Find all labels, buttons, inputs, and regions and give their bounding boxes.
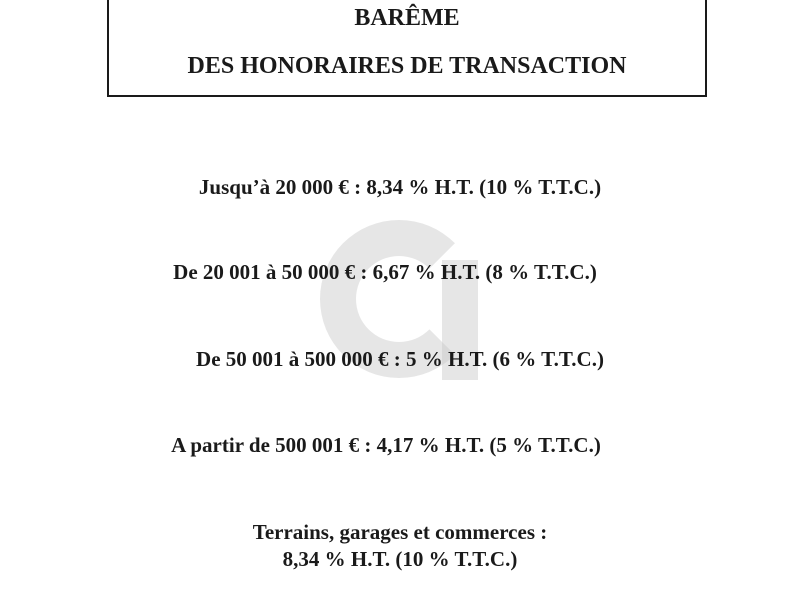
- fee-tier-4: A partir de 500 001 € : 4,17 % H.T. (5 % T.T.C.): [171, 433, 601, 457]
- title-line-2: DES HONORAIRES DE TRANSACTION: [187, 53, 627, 79]
- special-category-label: Terrains, garages et commerces :: [252, 520, 548, 544]
- title-line-1: BARÊME: [354, 5, 460, 31]
- fee-tier-3: De 50 001 à 500 000 € : 5 % H.T. (6 % T.T.C.): [196, 347, 604, 371]
- special-category-rate: 8,34 % H.T. (10 % T.T.C.): [282, 547, 518, 571]
- fee-tier-2: De 20 001 à 50 000 € : 6,67 % H.T. (8 % T.T.C.): [173, 260, 597, 284]
- fee-tier-1: Jusqu’à 20 000 € : 8,34 % H.T. (10 % T.T.C.): [198, 175, 602, 199]
- title-box: [107, 0, 707, 97]
